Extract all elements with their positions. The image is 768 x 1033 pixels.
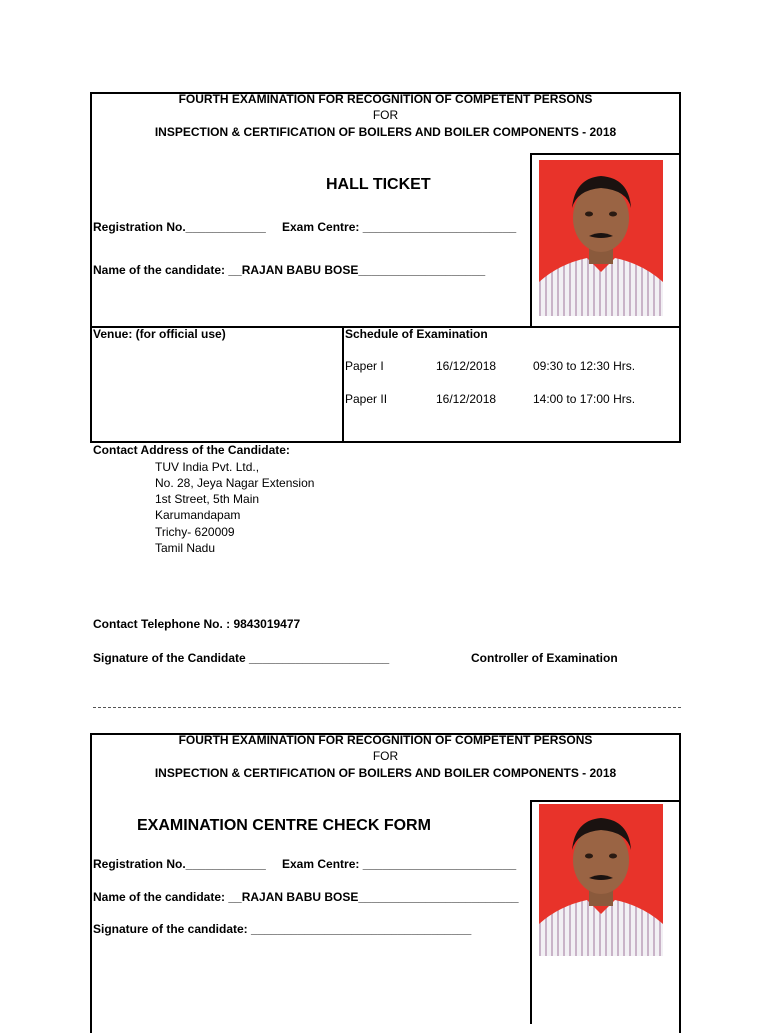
schedule-paper-1: Paper I	[345, 359, 384, 373]
candidate-signature-line: Signature of the Candidate _____________________	[93, 651, 390, 665]
header-divider	[531, 153, 681, 155]
schedule-date-2: 16/12/2018	[436, 392, 497, 406]
exam-title-2: FOURTH EXAMINATION FOR RECOGNITION OF COMPETENT PERSONS	[178, 733, 593, 747]
schedule-time-2: 14:00 to 17:00 Hrs.	[533, 392, 636, 406]
venue-label: Venue: (for official use)	[93, 327, 226, 341]
address-line: TUV India Pvt. Ltd.,	[155, 460, 260, 474]
check-form-heading: EXAMINATION CENTRE CHECK FORM	[137, 817, 431, 834]
schedule-time-1: 09:30 to 12:30 Hrs.	[533, 359, 636, 373]
schedule-divider	[342, 326, 344, 443]
exam-subtitle-2: INSPECTION & CERTIFICATION OF BOILERS AND BOILER COMPONENTS - 2018	[154, 766, 617, 780]
controller-label: Controller of Examination	[471, 651, 618, 665]
candidate-name-field: Name of the candidate: __RAJAN BABU BOSE___________________	[93, 263, 486, 277]
for-label-2: FOR	[372, 749, 399, 763]
schedule-date-1: 16/12/2018	[436, 359, 497, 373]
exam-centre-field-2: Exam Centre: _______________________	[282, 857, 517, 871]
photo-divider-2	[530, 800, 532, 1024]
candidate-signature-field: Signature of the candidate: _________________________________	[93, 922, 472, 936]
registration-field-2: Registration No.____________	[93, 857, 266, 871]
candidate-name-field-2: Name of the candidate: __RAJAN BABU BOSE________________________	[93, 890, 519, 904]
header-divider-2	[531, 800, 681, 802]
exam-title: FOURTH EXAMINATION FOR RECOGNITION OF COMPETENT PERSONS	[178, 92, 593, 106]
address-line: 1st Street, 5th Main	[155, 492, 260, 506]
contact-heading: Contact Address of the Candidate:	[93, 443, 290, 457]
cut-line	[93, 707, 681, 708]
exam-subtitle: INSPECTION & CERTIFICATION OF BOILERS AND BOILER COMPONENTS - 2018	[154, 125, 617, 139]
contact-telephone: Contact Telephone No. : 9843019477	[93, 617, 301, 631]
for-label: FOR	[372, 108, 399, 122]
candidate-photo-2	[539, 804, 663, 956]
address-line: No. 28, Jeya Nagar Extension	[155, 476, 315, 490]
photo-divider	[530, 153, 532, 327]
registration-field: Registration No.____________	[93, 220, 266, 234]
address-line: Trichy- 620009	[155, 525, 235, 539]
schedule-heading: Schedule of Examination	[345, 327, 488, 341]
address-line: Karumandapam	[155, 508, 241, 522]
schedule-paper-2: Paper II	[345, 392, 388, 406]
address-line: Tamil Nadu	[155, 541, 216, 555]
exam-centre-field: Exam Centre: _______________________	[282, 220, 517, 234]
candidate-photo	[539, 160, 663, 316]
hall-ticket-heading: HALL TICKET	[326, 176, 431, 193]
